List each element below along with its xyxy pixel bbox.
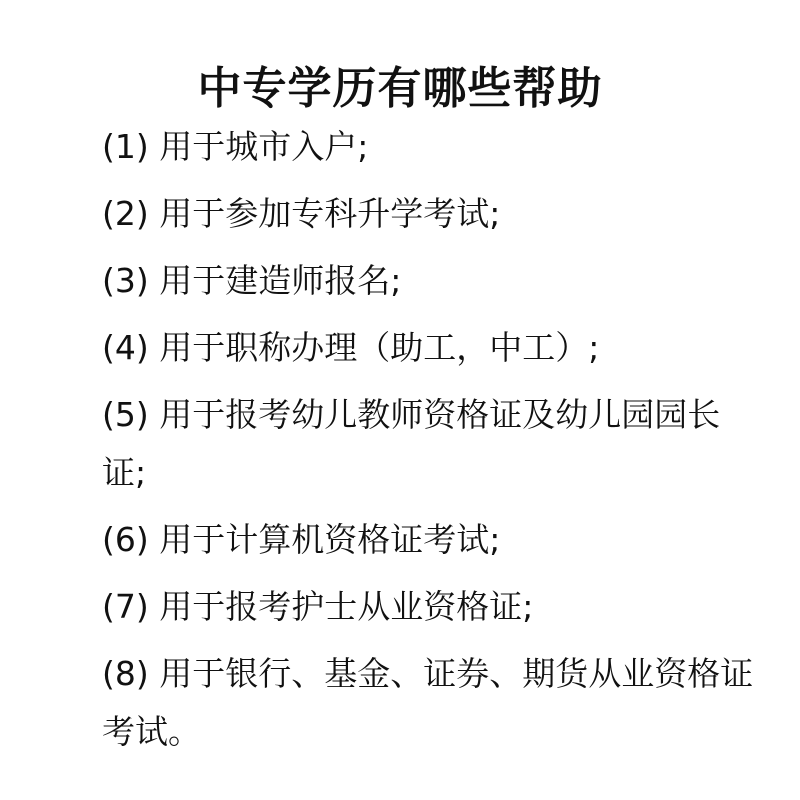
item-text: 用于报考幼儿教师资格证及幼儿园园长证; [102,395,721,492]
list-item [102,118,762,176]
item-number: (8) [102,654,149,693]
list-item [102,511,762,569]
item-text: 用于报考护士从业资格证; [159,587,534,626]
item-text: 用于城市入户; [159,127,369,166]
item-number: (6) [102,520,149,559]
item-number: (2) [102,194,149,233]
list-item [102,645,762,761]
list-item [102,319,762,377]
benefits-list [102,118,762,770]
item-number: (3) [102,261,149,300]
item-text: 用于建造师报名; [159,261,402,300]
page-title: 中专学历有哪些帮助 [197,63,603,115]
list-item [102,386,762,502]
item-text: 用于参加专科升学考试; [159,194,501,233]
list-item [102,252,762,310]
item-text: 用于职称办理（助工，中工）; [159,328,600,367]
item-number: (1) [102,127,149,166]
item-text: 用于计算机资格证考试; [159,520,501,559]
list-item [102,185,762,243]
item-text: 用于银行、基金、证券、期货从业资格证考试。 [102,654,754,751]
item-number: (7) [102,587,149,626]
list-item [102,578,762,636]
item-number: (5) [102,395,149,434]
item-number: (4) [102,328,149,367]
